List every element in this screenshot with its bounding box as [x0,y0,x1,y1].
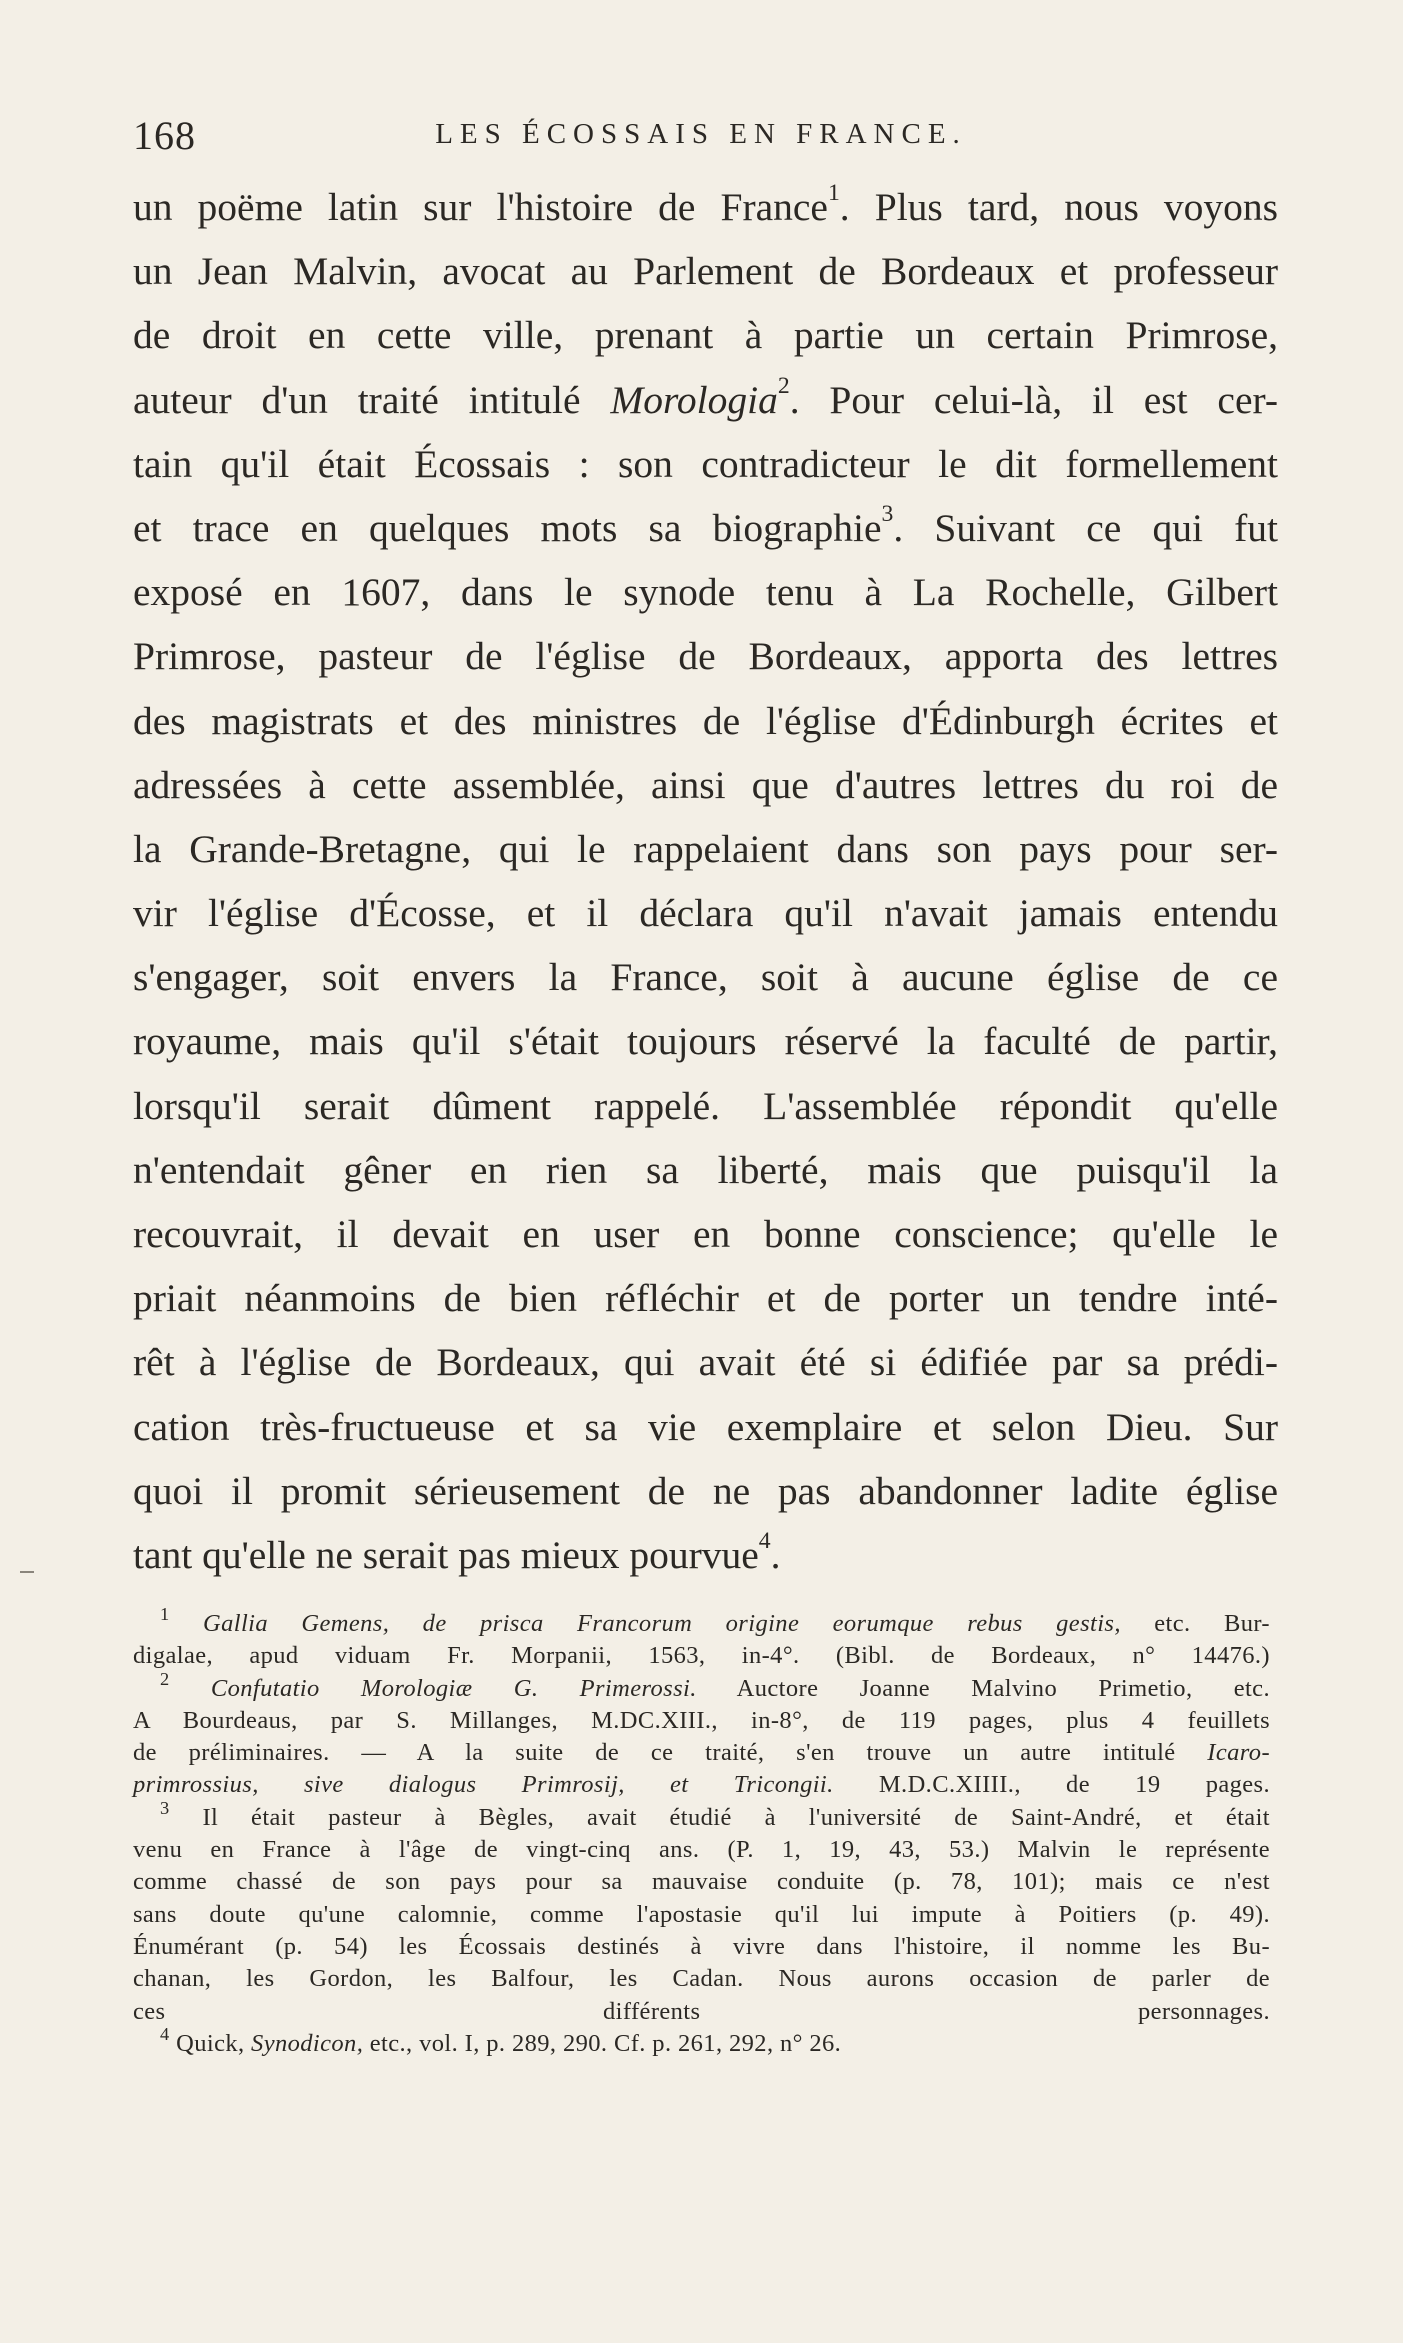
body-line: un Jean Malvin, avocat au Parlement de Bordeaux et professeur [133,249,1278,294]
footnote-marker: 2 [777,372,790,399]
body-line: de droit en cette ville, prenant à partie un certain Primrose, [133,313,1278,358]
footnote-marker: 4 [160,2023,170,2044]
footnote-line: $^2$ Confutatio Morologiæ G. Primerossi. Auctore Joanne Malvino Primetio, etc. [160,1668,1270,1702]
body-line: royaume, mais qu'il s'était toujours réservé la faculté de partir, [133,1019,1278,1064]
body-line: exposé en 1607, dans le synode tenu à La Rochelle, Gilbert [133,570,1278,615]
page-number: 168 [133,113,196,158]
italic-title: Gallia Gemens, de prisca Francorum origine eorumque rebus gestis, [203,1610,1121,1637]
page-header [133,112,1269,162]
footnote-line: Énumérant (p. 54) les Écossais destinés à vivre dans l'histoire, il nomme les Bu- [133,1932,1270,1960]
body-line: des magistrats et des ministres de l'église d'Édinburgh écrites et [133,698,1278,743]
footnote-line: $^4$ Quick, Synodicon, etc., vol. I, p. 289, 290. Cf. p. 261, 292, n° 26. [160,2023,842,2057]
margin-mark [20,1571,34,1573]
footnote-line: digalae, apud viduam Fr. Morpanii, 1563, in-4°. (Bibl. de Bordeaux, n° 14476.) [133,1642,1270,1670]
footnote-line: de préliminaires. — A la suite de ce traité, s'en trouve un autre intitulé Icaro- [133,1739,1270,1767]
body-line: recouvrait, il devait en user en bonne conscience; qu'elle le [133,1212,1278,1256]
body-line: n'entendait gêner en rien sa liberté, mais que puisqu'il la [133,1147,1278,1192]
footnote-line: A Bourdeaus, par S. Millanges, M.DC.XIII., in-8°, de 119 pages, plus 4 feuillets [133,1706,1270,1734]
body-line: rêt à l'église de Bordeaux, qui avait été si édifiée par sa prédi- [133,1340,1278,1385]
footnote-line: chanan, les Gordon, les Balfour, les Cadan. Nous aurons occasion de parler de [133,1965,1270,1993]
footnote-line: ces différents personnages. [133,1997,1270,2025]
footnote-line: primrossius, sive dialogus Primrosij, et Tricongii. M.D.C.XIIII., de 19 pages. [133,1771,1270,1799]
body-line: s'engager, soit envers la France, soit à aucune église de ce [133,955,1278,1000]
italic-title: Synodicon, [251,2029,364,2057]
body-line: et trace en quelques mots sa biographie$^3$. Suivant ce qui fut [133,500,1278,550]
body-line: lorsqu'il serait dûment rappelé. L'assemblée répondit qu'elle [133,1083,1278,1128]
body-line: quoi il promit sérieusement de ne pas abandonner ladite église [133,1468,1278,1513]
body-text [133,175,1278,1587]
body-line: tain qu'il était Écossais : son contradicteur le dit formellement [133,441,1278,486]
italic-title: primrossius, sive dialogus Primrosij, et Tricongii. [133,1771,834,1799]
body-line: vir l'église d'Écosse, et il déclara qu'il n'avait jamais entendu [133,891,1278,936]
running-title: LES ÉCOSSAIS EN FRANCE. [435,118,967,150]
footnote-line: sans doute qu'une calomnie, comme l'apostasie qu'il lui impute à Poitiers (p. 49). [133,1900,1270,1928]
footnote-line: $^1$ Gallia Gemens, de prisca Francorum origine eorumque rebus gestis, etc. Bur- [160,1603,1270,1637]
footnote-line: venu en France à l'âge de vingt-cinq ans. (P. 1, 19, 43, 53.) Malvin le représente [133,1836,1270,1864]
body-line: auteur d'un traité intitulé Morologia$^2$. Pour celui-là, il est cer- [133,372,1279,422]
footnote-line: comme chassé de son pays pour sa mauvaise conduite (p. 78, 101); mais ce n'est [133,1868,1270,1896]
footnotes [133,1603,1270,2060]
body-line: tant qu'elle ne serait pas mieux pourvue$^4$. [133,1527,781,1577]
footnote-marker: 4 [758,1527,771,1554]
body-line: adressées à cette assemblée, ainsi que d'autres lettres du roi de [133,762,1278,807]
footnote-marker: 3 [881,500,894,527]
italic-title: Confutatio Morologiæ G. Primerossi. [210,1674,697,1702]
footnote-line: $^3$ Il était pasteur à Bègles, avait étudié à l'université de Saint-André, et était [160,1797,1270,1831]
body-line: la Grande-Bretagne, qui le rappelaient dans son pays pour ser- [133,826,1278,871]
footnote-marker: 1 [827,179,840,206]
footnote-marker: 2 [160,1668,170,1689]
italic-title: Morologia [610,377,778,422]
body-line: Primrose, pasteur de l'église de Bordeaux, apporta des lettres [133,634,1278,679]
body-line: priait néanmoins de bien réfléchir et de porter un tendre inté- [133,1276,1278,1321]
italic-title: Icaro- [1207,1739,1270,1767]
footnote-marker: 3 [160,1797,170,1818]
body-line: cation très-fructueuse et sa vie exemplaire et selon Dieu. Sur [133,1404,1278,1449]
footnote-marker: 1 [160,1603,170,1624]
body-line: un poëme latin sur l'histoire de France$^1$. Plus tard, nous voyons [133,179,1279,229]
